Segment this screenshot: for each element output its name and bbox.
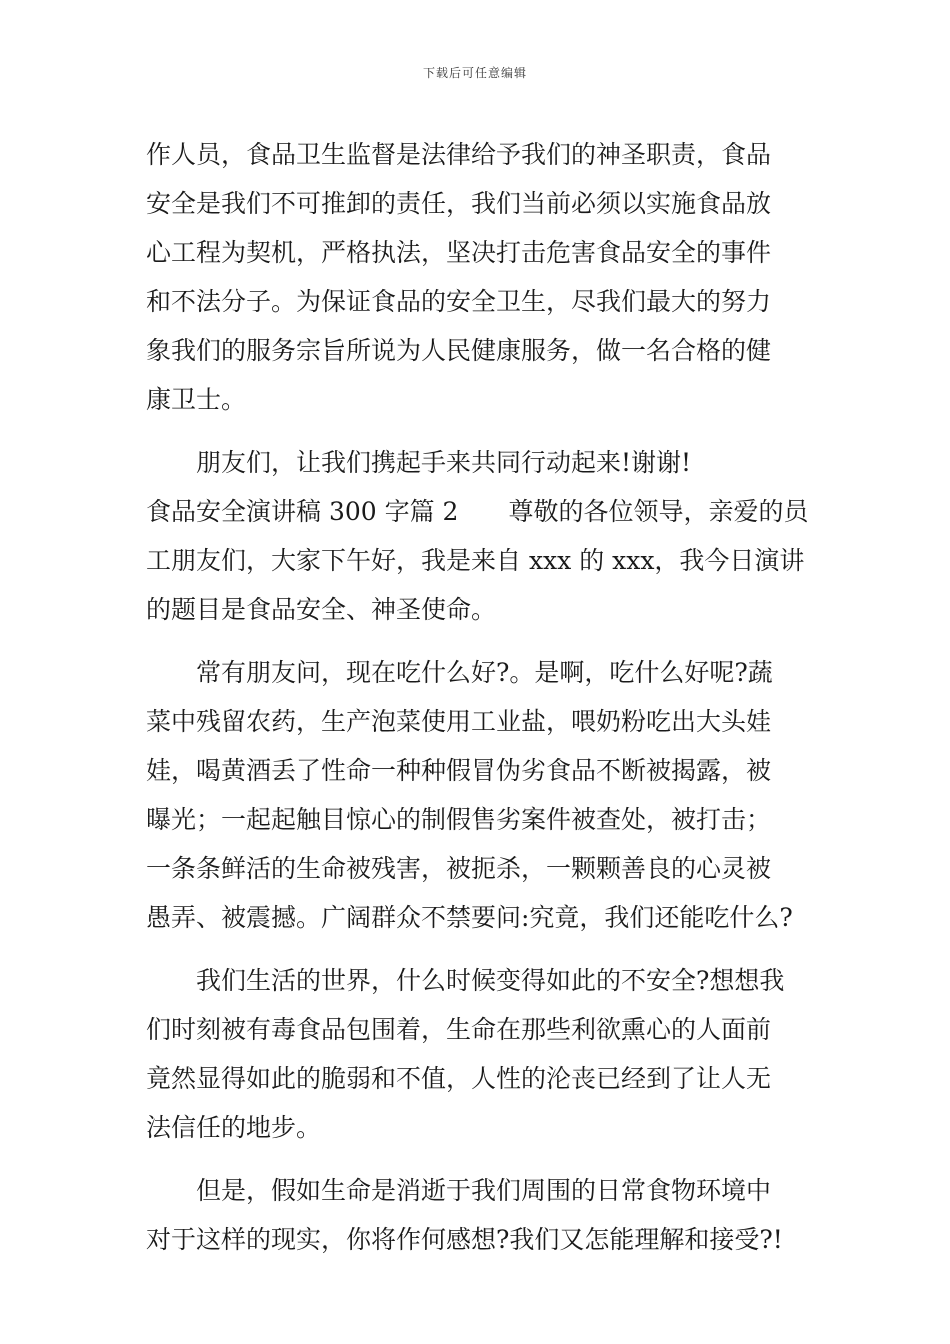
- page-header: 下载后可任意编辑: [422, 66, 527, 80]
- text-line: 安全是我们不可推卸的责任，我们当前必须以实施食品放: [146, 189, 772, 218]
- text-line: 娃，喝黄酒丢了性命一种种假冒伪劣食品不断被揭露，被: [146, 756, 772, 785]
- text-line: 们时刻被有毒食品包围着，生命在那些利欲熏心的人面前: [146, 1015, 772, 1044]
- text-line: 作人员，食品卫生监督是法律给予我们的神圣职责，食品: [146, 140, 772, 169]
- text-line: 一条条鲜活的生命被残害，被扼杀，一颗颗善良的心灵被: [146, 854, 772, 883]
- text-line: 常有朋友问，现在吃什么好?。是啊，吃什么好呢?蔬: [196, 658, 773, 687]
- text-line: 愚弄、被震撼。广阔群众不禁要问:究竟，我们还能吃什么?: [146, 903, 793, 932]
- text-line: 工朋友们，大家下午好，我是来自 xxx 的 xxx，我今日演讲: [146, 546, 805, 575]
- text-line: 食品安全演讲稿 300 字篇 2 尊敬的各位领导，亲爱的员: [146, 497, 809, 526]
- text-line: 对于这样的现实，你将作何感想?我们又怎能理解和接受?!: [146, 1225, 783, 1254]
- text-line: 我们生活的世界，什么时候变得如此的不安全?想想我: [196, 966, 785, 995]
- document-body: [146, 130, 808, 1264]
- text-line: 法信任的地步。: [146, 1113, 322, 1142]
- text-line: 的题目是食品安全、神圣使命。: [146, 595, 497, 624]
- paragraph: [146, 956, 808, 1152]
- text-line: 和不法分子。为保证食品的安全卫生，尽我们最大的努力: [146, 287, 772, 316]
- text-line: 但是，假如生命是消逝于我们周围的日常食物环境中: [196, 1176, 772, 1205]
- paragraph: [146, 1166, 808, 1264]
- text-line: 竟然显得如此的脆弱和不值，人性的沦丧已经到了让人无: [146, 1064, 772, 1093]
- paragraph: [146, 487, 808, 634]
- paragraph: [146, 130, 808, 424]
- text-line: 康卫士。: [146, 385, 247, 414]
- text-line: 曝光；一起起触目惊心的制假售劣案件被查处，被打击；: [146, 805, 772, 834]
- text-line: 朋友们，让我们携起手来共同行动起来!谢谢!: [196, 448, 692, 477]
- paragraph: [146, 438, 808, 487]
- paragraph: [146, 648, 808, 942]
- text-line: 菜中残留农药，生产泡菜使用工业盐，喂奶粉吃出大头娃: [146, 707, 772, 736]
- text-line: 象我们的服务宗旨所说为人民健康服务，做一名合格的健: [146, 336, 772, 365]
- text-line: 心工程为契机，严格执法，坚决打击危害食品安全的事件: [146, 238, 772, 267]
